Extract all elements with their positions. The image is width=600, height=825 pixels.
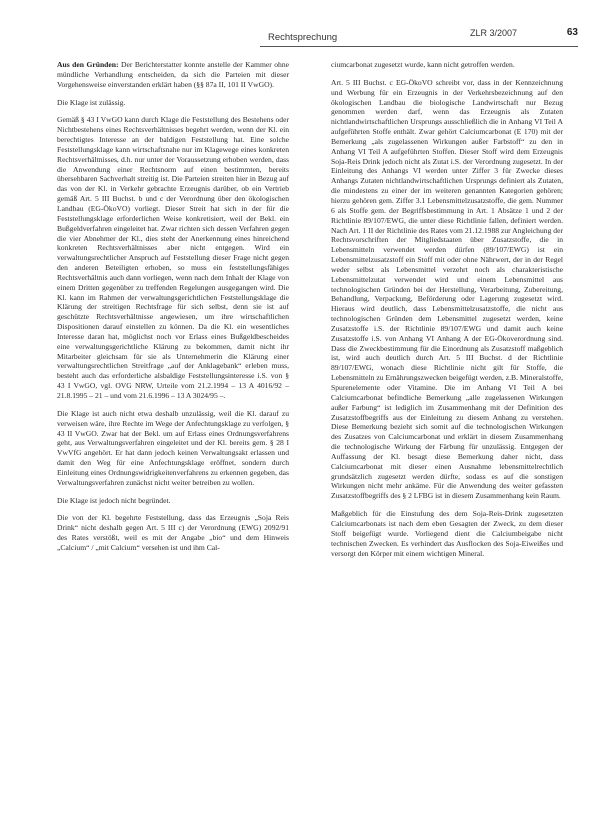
- paragraph-feststellungsklage: Gemäß § 43 I VwGO kann durch Klage die Feststellung des Bestehens oder Nichtbestehens eines Rechtsverhältnisses begehrt werden, wenn der Kl. ein berechtigtes Interesse an der baldigen Feststellung hat. Eine solche Feststellungsklage kann wirtschaftsnahe nur im Klagewege eines konkreten Rechtsverhältnisses, d.h. nur unter der Voraussetzung erhoben werden, dass die Anwendung einer Rechtsnorm auf einen bestimmten, bereits übersehbaren Sachverhalt streitig ist. Die Parteien streiten hier in Bezug auf das von der Kl. in Verkehr gebrachte Erzeugnis darüber, ob ein Vertrieb gemäß Art. 5 III Buchst. b und c der Verordnung über den ökologischen Landbau (EG-ÖkoVO) vorliegt. Dieser Streit hat sich in der für die Feststellungsklage erforderlichen Weise konkretisiert, weil der Bekl. ein Bußgeldverfahren eingeleitet hat. Zwar richten sich dessen Verfahren gegen die vier Abnehmer der Kl., dies steht der Anerkennung eines hinreichend konkreten Rechtsverhältnisses aber nicht entgegen. Wird ein verwaltungsrechtlicher Anspruch auf Feststellung dieser Frage nicht gegen den anderen Beteiligten erhoben, so muss ein feststellungsfähiges Rechtsverhältnis auch dann vorliegen, wenn nach dem Inhalt der Klage von einem Dritten gegenüber zu treffenden Regelungen ausgegangen wird. Die Kl. kann im Rahmen der verwaltungsgerichtlichen Feststellungsklage die Klärung der streitigen Rechtsfrage für sich selbst, denn sie ist auf geschützte Rechtsverhältnisse angewiesen, um ihre wirtschaftlichen Dispositionen darauf einstellen zu können. Da die Kl. ein wesentliches Interesse daran hat, möglichst noch vor Erlass eines Bußgeldbescheides eine verwaltungsgerichtliche Klärung zu bekommen, damit nicht ihr Mitarbeiter gleichsam für sie als Unternehmerin die Klärung einer verwaltungsrechtlichen Streitfrage „auf der Anklagebank“ erleben muss, besteht auch das erforderliche alsbaldige Feststellungsinteresse i.S. von § 43 I VwGO, vgl. OVG NRW, Urteile vom 21.2.1994 – 13 A 4016/92 – 21.8.1995 – 21 – und vom 21.6.1996 – 13 A 3024/95 –.: [57, 115, 289, 400]
- paragraph-requested-finding: Die von der Kl. begehrte Feststellung, dass das Erzeugnis „Soja Reis Drink“ nicht deshalb gegen Art. 5 III c) der Verordnung (EWG) 2092/91 des Rates verstößt, weil es mit der Angabe „bio“ und dem Hinweis „Calcium“ / „mit Calcium“ versehen ist und ihm Cal-: [57, 513, 289, 552]
- grounds-text: Der Berichterstatter konnte anstelle der Kammer ohne mündliche Verhandlung entscheiden, da sich die Parteien mit dieser Vorgehensweise einverstanden erklärt haben (§§ 87a II, 101 II VwGO).: [57, 60, 289, 89]
- page-number: 63: [566, 27, 578, 38]
- paragraph-grounds: [57, 60, 289, 90]
- journal-reference: ZLR 3/2007: [470, 28, 518, 38]
- grounds-heading: Aus den Gründen:: [57, 60, 119, 69]
- paragraph-anfechtungsklage: Die Klage ist auch nicht etwa deshalb unzulässig, weil die Kl. darauf zu verweisen wäre, ihre Rechte im Wege der Anfechtungsklage zu verfolgen, § 43 II VwGO. Zwar hat der Bekl. um auf Erlass eines Ordnungsverfahrens geht, aus Verwaltungsverfahren eingeleitet und der Kl. bereits gem. § 28 I VwVfG angehört. Er hat dann jedoch keinen Verwaltungsakt erlassen und damit den Weg für eine Anfechtungsklage eröffnet, sondern durch Einleitung eines Ordnungswidrigkeitenverfahrens zu erkennen gegeben, das Verwaltungsverfahren zunächst nicht weiter betreiben zu wollen.: [57, 408, 289, 487]
- paragraph-admissible: Die Klage ist zulässig.: [57, 97, 126, 107]
- section-title: Rechtsprechung: [268, 32, 338, 43]
- left-column: [57, 60, 289, 561]
- right-column: [331, 60, 563, 566]
- paragraph-continuation: ciumcarbonat zugesetzt wurde, kann nicht getroffen werden.: [331, 60, 515, 69]
- paragraph-not-founded: Die Klage ist jedoch nicht begründet.: [57, 495, 171, 505]
- running-header: [260, 26, 578, 48]
- header-rule: [260, 46, 578, 47]
- paragraph-calcium-purpose: Maßgeblich für die Einstufung des dem Soja-Reis-Drink zugesetzten Calciumcarbonats ist nach dem eben Gesagten der Zweck, zu dem dieser Stoff beigefügt wurde. Vorliegend dient die Calciumbeigabe nicht technischen Zwecken. Es verhindert das Ausflocken des Soja-Eiweißes und versorgt den Körper mit einem wichtigen Mineral.: [331, 509, 563, 558]
- paragraph-article-5: Art. 5 III Buchst. c EG-ÖkoVO schreibt vor, dass in der Kennzeichnung und Werbung für ein Erzeugnis in der Verkehrsbezeichnung auf den ökologischen Landbau die biologische Landwirtschaft nur Bezug genommen werden darf, wenn das Erzeugnis als Zutaten nichtlandwirtschaftlichen Ursprungs ausschließlich die in Anhang VI Teil A aufgeführten Stoffe enthält. Zwar gehört Calciumcarbonat (E 170) mit der Bemerkung „als zugelassenen Wirkungen außer Farbstoff“ zu den in Anhang VI Teil A aufgeführten Stoffen. Dieser Stoff wird dem Erzeugnis Soja-Reis Drink jedoch nicht als Zutat i.S. der Verordnung zugesetzt. In der Einleitung des Anhangs VI werden unter Ziffer 3 für Zwecke dieses Anhangs Zutaten nichtlandwirtschaftlichen Ursprungs definiert als Zutaten, die mindestens zu einer der im weiteren genannten Kategorien gehören; hierzu gehören gem. Ziffer 3.1 Lebensmittelzusatzstoffe, die gem. Nummer 6 als Stoffe gem. der Begriffsbestimmung in Art. 1 Absätze 1 und 2 der Richtlinie 89/107/EWG, die unter diese Richtlinie fallen, definiert werden. Nach Art. 1 II der Richtlinie des Rates vom 21.12.1988 zur Angleichung der Rechtsvorschriften der Mitgliedstaaten über Zusatzstoffe, die in Lebensmitteln verwendet werden dürfen (89/107/EWG) ist ein Lebensmittelzusatzstoff ein Stoff mit oder ohne Nährwert, der in der Regel weder selbst als Lebensmittel verzehrt noch als charakteristische Lebensmittelzutat verwendet wird und einem Lebensmittel aus technologischen Gründen bei der Herstellung, Verarbeitung, Zubereitung, Behandlung, Verpackung, Beförderung oder Lagerung zugesetzt wird. Hieraus wird deutlich, dass Lebensmittelzusatzstoffe, die nicht aus technologischen Gründen dem Lebensmittel zugesetzt werden, keine Zusatzstoffe i.S. der Richtlinie 89/107/EWG und damit auch keine Zusatzstoffe i.S. von Anhang VI Anhang A der EG-Ökoverordnung sind. Dass die Zweckbestimmung für die Einordnung als Zusatzstoff maßgeblich ist, wird auch deutlich durch Art. 5 III Buchst. d der Richtlinie 89/107/EWG, wonach diese Richtlinie nicht gilt für Stoffe, die Lebensmitteln zu Ernährungszwecken beigefügt werden, z.B. Mineralstoffe, Spurenelemente oder Vitamine. Die im Anhang VI Teil A bei Calciumcarbonat befindliche Bemerkung „alle zugelassenen Wirkungen außer Farbung“ ist lediglich im Zusammenhang mit der Definition des Zusatzstoffbegriffs aus der Einleitung zu diesem Anhang zu verstehen. Diese Bemerkung bezieht sich somit auf die technologischen Wirkungen des Zusatzes von Calciumcarbonat und erklärt in diesem Zusammenhang die technologische Wirkung der Färbung für unzulässig. Entgegen der Auffassung der Kl. besagt diese Bemerkung daher nicht, dass Calciumcarbonat mit dieser einen Ausnahme lebensmittelrechtlich grundsätzlich zugesetzt werden dürfte, sodass es auf die sonstigen Wirkungen nicht mehr ankäme. Für die Anwendung des weiter gefassten Zusatzstoffbegriffs des § 2 LFBG ist in diesem Zusammenhang kein Raum.: [331, 77, 563, 501]
